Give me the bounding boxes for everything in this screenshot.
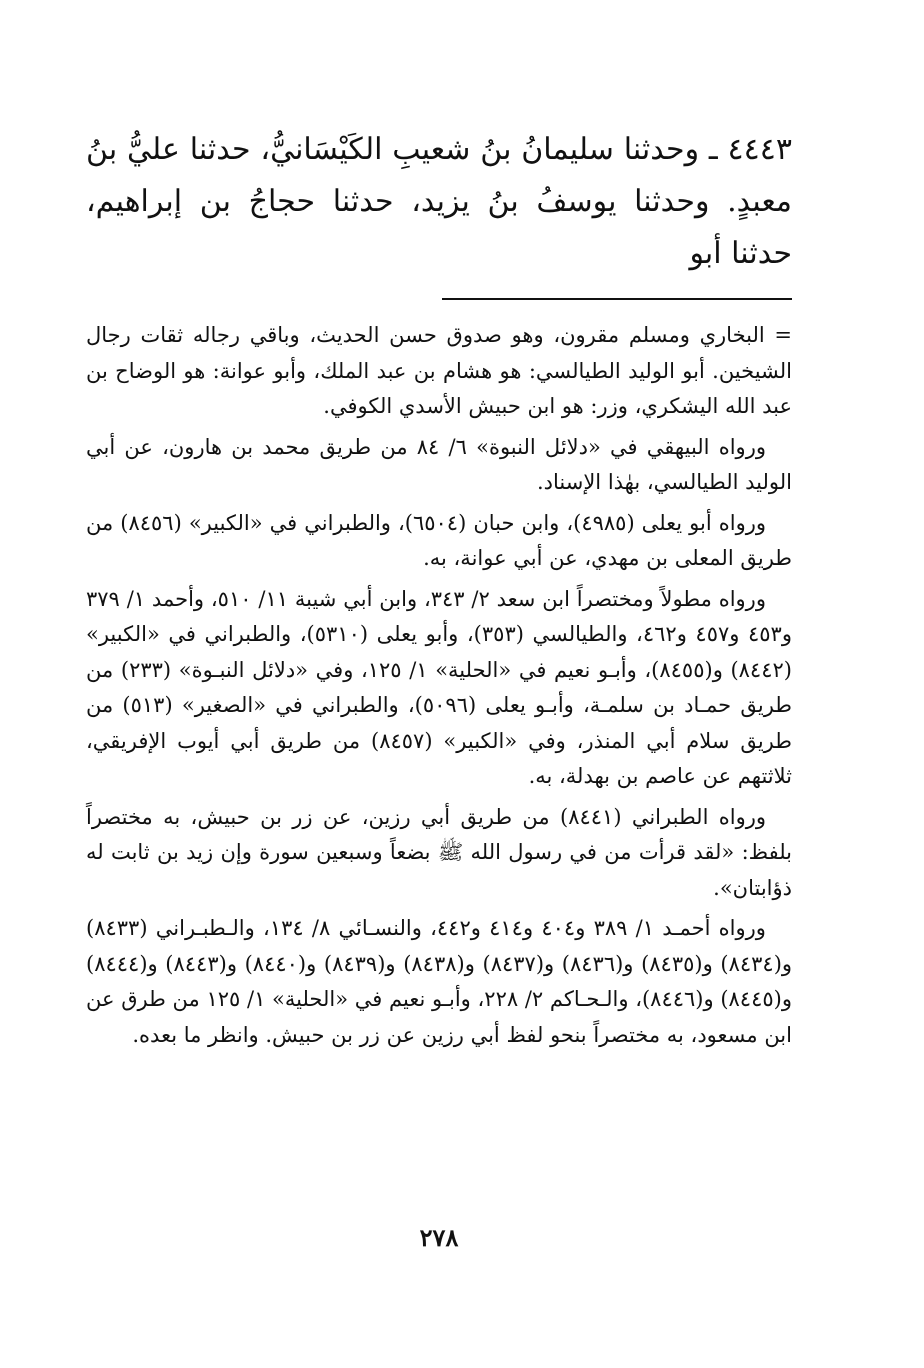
footnote-paragraph: ورواه أبو يعلى (٤٩٨٥)، وابن حبان (٦٥٠٤)، والطبراني في «الكبير» (٨٤٥٦) من طريق المعلى بن مهدي، عن أبي عوانة، به. (86, 510, 792, 570)
footnote-separator (442, 298, 792, 300)
page-number: ٢٧٨ (419, 1223, 459, 1252)
footnote-paragraph: = البخاري ومسلم مقرون، وهو صدوق حسن الحديث، وباقي رجاله ثقات رجال الشيخين. أبو الوليد الطيالسي: هو هشام بن عبد الملك، وأبو عوانة: هو الوضاح بن عبد الله اليشكري، وزر: هو ابن حبيش الأسدي الكوفي. (86, 323, 792, 418)
footnote-paragraph: ورواه مطولاً ومختصراً ابن سعد ٢/ ٣٤٣، وابن أبي شيبة ١١/ ٥١٠، وأحمد ١/ ٣٧٩ و٤٥٣ و٤٥٧ و٤٦٢، والطيالسي (٣٥٣)، وأبو يعلى (٥٣١٠)، والطبراني في «الكبير» (٨٤٤٢) و(٨٤٥٥)، وأبـو نعيم في «الحلية» ١/ ١٢٥، وفي «دلائل النبـوة» (٢٣٣) من طريق حمـاد بن سلمـة، وأبـو يعلى (٥٠٩٦)، والطبراني في «الصغير» (٥١٣) من طريق سلام أبي المنذر، وفي «الكبير» (٨٤٥٧) من طريق أبي أيوب الإفريقي، ثلاثتهم عن عاصم بن بهدلة، به. (86, 586, 792, 788)
footnotes (86, 318, 792, 1053)
book-page (86, 118, 792, 1298)
footnote-paragraph: ورواه الطبراني (٨٤٤١) من طريق أبي رزين، عن زر بن حبيش، به مختصراً بلفظ: «لقد قرأت من في رسول الله ﷺ بضعاً وسبعين سورة وإن زيد بن ثابت له ذؤابتان». (86, 804, 792, 900)
footnote-paragraph: ورواه البيهقي في «دلائل النبوة» ٦/ ٨٤ من طريق محمد بن هارون، عن أبي الوليد الطيالسي، بهٰذا الإسناد. (86, 434, 792, 494)
footnote-paragraph: ورواه أحمـد ١/ ٣٨٩ و٤٠٤ و٤١٤ و٤٤٢، والنسـائي ٨/ ١٣٤، والـطبـراني (٨٤٣٣) و(٨٤٣٤) و(٨٤٣٥) و(٨٤٣٦) و(٨٤٣٧) و(٨٤٣٨) و(٨٤٣٩) و(٨٤٤٠) و(٨٤٤٣) و(٨٤٤٤) و(٨٤٤٥) و(٨٤٤٦)، والـحـاكم ٢/ ٢٢٨، وأبـو نعيم في «الحلية» ١/ ١٢٥ من طرق عن ابن مسعود، به مختصراً بنحو لفظ أبي رزين عن زر بن حبيش. وانظر ما بعده. (86, 916, 793, 1047)
hadith-text: ٤٤٤٣ ـ وحدثنا سليمانُ بنُ شعيبِ الكَيْسَانيُّ، حدثنا عليُّ بنُ معبدٍ. وحدثنا يوسفُ بنُ يزيد، حدثنا حجاجُ بن إبراهيم، حدثنا أبو (86, 132, 792, 271)
